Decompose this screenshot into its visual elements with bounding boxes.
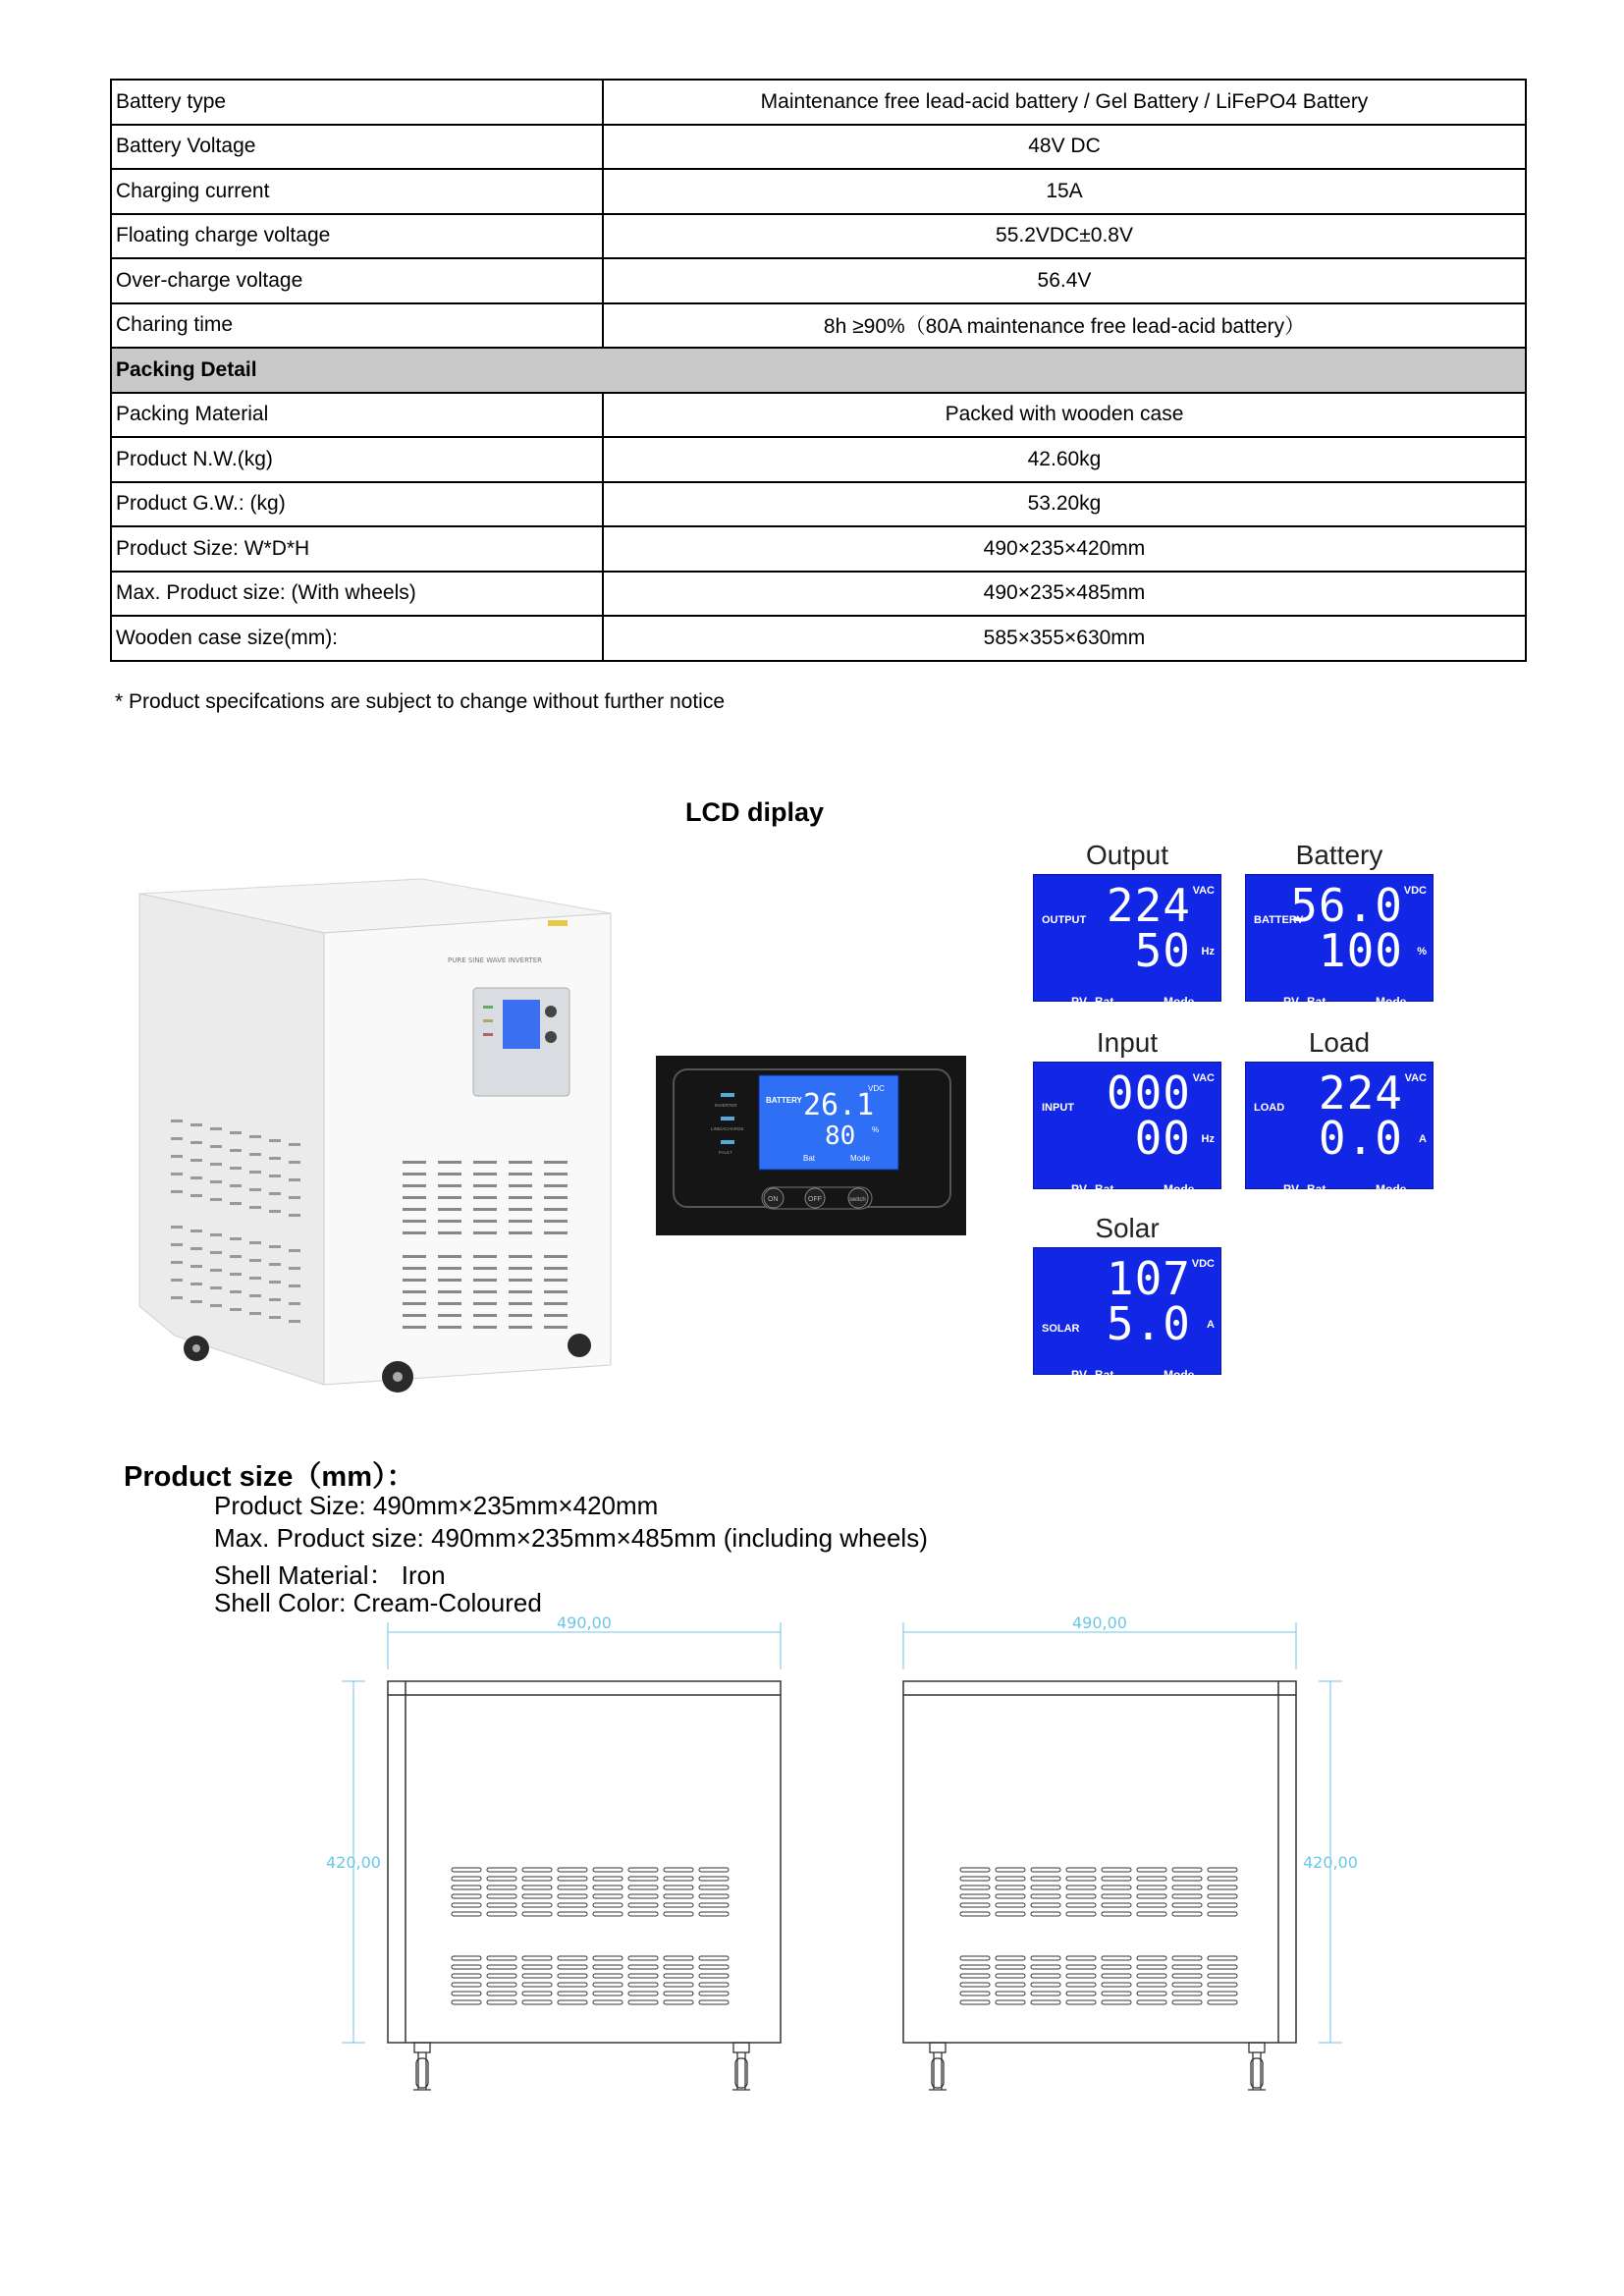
lcd-card-load: [1245, 1024, 1434, 1196]
rear-elevation-drawing: [884, 1611, 1375, 2121]
spec-row: [111, 169, 1526, 214]
lcd-footer-mode: Mode: [1376, 1182, 1407, 1196]
lcd-value-2: 100: [1318, 924, 1403, 977]
height-dimension-label: 420,00: [1303, 1853, 1358, 1872]
lcd-side-label: SOLAR: [1042, 1323, 1080, 1335]
lcd-screen: [1033, 874, 1221, 1009]
panel-button-switch: switch: [849, 1197, 866, 1203]
lcd-value-2: 00: [1134, 1112, 1191, 1165]
height-dimension-label: 420,00: [326, 1853, 381, 1872]
lcd-unit-1: VAC: [1192, 885, 1215, 897]
lcd-section-title: LCD diplay: [685, 797, 825, 827]
lcd-card-caption: Battery: [1295, 840, 1383, 870]
panel-button-off: OFF: [808, 1196, 822, 1203]
spec-row: [111, 526, 1526, 572]
spec-key: Floating charge voltage: [111, 214, 603, 259]
panel-led-label-fault: FAULT: [719, 1150, 732, 1155]
cabinet-label: PURE SINE WAVE INVERTER: [448, 957, 542, 964]
lcd-footer-mode: Mode: [1164, 1368, 1195, 1382]
lcd-card-caption: Load: [1308, 1027, 1371, 1058]
lcd-footer-pv: PV: [1071, 1182, 1088, 1196]
lcd-footer-pv: PV: [1283, 1182, 1300, 1196]
lcd-side-label: INPUT: [1042, 1102, 1074, 1114]
lcd-unit-2: A: [1419, 1133, 1427, 1145]
lcd-unit-2: Hz: [1201, 1133, 1215, 1145]
lcd-footer-bat: Bat: [1095, 1368, 1114, 1382]
spec-value: 53.20kg: [603, 482, 1526, 527]
packing-detail-header: Packing Detail: [111, 348, 1526, 393]
spec-key: Product Size: W*D*H: [111, 526, 603, 572]
spec-row: [111, 616, 1526, 661]
spec-row: [111, 572, 1526, 617]
packing-detail-header-row: [111, 348, 1526, 393]
lcd-screen: [1033, 1062, 1221, 1196]
spec-row: [111, 214, 1526, 259]
lcd-unit-2: %: [1417, 946, 1427, 957]
panel-value-1: 26.1: [803, 1088, 875, 1122]
lcd-value-1: 56.0: [1290, 879, 1403, 932]
spec-value: 56.4V: [603, 258, 1526, 303]
shell-color-line: Shell Color: Cream-Coloured: [214, 1588, 542, 1617]
product-size-title: Product size（mm）：: [124, 1461, 415, 1493]
spec-value: 490×235×485mm: [603, 572, 1526, 617]
spec-value: Maintenance free lead-acid battery / Gel Battery / LiFePO4 Battery: [603, 80, 1526, 125]
lcd-side-label: OUTPUT: [1042, 914, 1087, 926]
spec-row: [111, 303, 1526, 349]
panel-unit-1: VDC: [868, 1084, 885, 1093]
lcd-footer-mode: Mode: [1164, 995, 1195, 1009]
spec-note: * Product specifcations are subject to change without further notice: [115, 690, 726, 713]
lcd-footer-bat: Bat: [1095, 995, 1114, 1009]
spec-row: [111, 482, 1526, 527]
lcd-card-input: [1033, 1024, 1221, 1196]
lcd-footer-pv: PV: [1071, 995, 1088, 1009]
spec-row: [111, 258, 1526, 303]
lcd-value-2: 0.0: [1318, 1112, 1403, 1165]
product-size-line: Product Size: 490mm×235mm×420mm: [214, 1491, 659, 1520]
lcd-unit-1: VAC: [1404, 1072, 1427, 1084]
lcd-unit-1: VAC: [1192, 1072, 1215, 1084]
lcd-value-2: 5.0: [1106, 1297, 1191, 1350]
spec-value: 15A: [603, 169, 1526, 214]
width-dimension-label: 490,00: [557, 1613, 612, 1632]
lcd-footer-mode: Mode: [1164, 1182, 1195, 1196]
lcd-side-label: BATTERY: [1254, 914, 1304, 926]
lcd-card-caption: Output: [1085, 840, 1169, 870]
lcd-value-1: 107: [1106, 1252, 1191, 1305]
panel-button-on: ON: [768, 1196, 779, 1203]
lcd-card-caption: Solar: [1095, 1213, 1160, 1243]
lcd-footer-bat: Bat: [1307, 1182, 1326, 1196]
lcd-card-battery: [1245, 837, 1434, 1009]
lcd-footer-mode: Mode: [1376, 995, 1407, 1009]
spec-value: Packed with wooden case: [603, 393, 1526, 438]
panel-battery-label: BATTERY: [766, 1096, 802, 1105]
spec-key: Charging current: [111, 169, 603, 214]
panel-led-label-line: LINE/ACHARGE: [711, 1126, 744, 1131]
spec-key: Product G.W.: (kg): [111, 482, 603, 527]
spec-key: Battery type: [111, 80, 603, 125]
control-panel-image: [656, 1056, 966, 1235]
panel-led-label-inverter: INVERTER: [715, 1103, 737, 1108]
spec-value: 585×355×630mm: [603, 616, 1526, 661]
lcd-value-1: 000: [1106, 1066, 1191, 1120]
lcd-unit-1: VDC: [1403, 885, 1427, 897]
lcd-card-caption: Input: [1096, 1027, 1159, 1058]
lcd-value-1: 224: [1318, 1066, 1403, 1120]
spec-row: [111, 125, 1526, 170]
spec-key: Wooden case size(mm):: [111, 616, 603, 661]
spec-value: 42.60kg: [603, 437, 1526, 482]
lcd-value-2: 50: [1134, 924, 1191, 977]
front-elevation-drawing: [314, 1611, 805, 2121]
lcd-screen: [1245, 1062, 1434, 1196]
spec-table: [110, 79, 1527, 662]
lcd-unit-1: VDC: [1191, 1258, 1215, 1270]
panel-value-2: 80: [825, 1121, 856, 1151]
max-product-size-line: Max. Product size: 490mm×235mm×485mm (including wheels): [214, 1523, 928, 1553]
lcd-card-output: [1033, 837, 1221, 1009]
inverter-cabinet-image: [128, 874, 619, 1404]
spec-row: [111, 393, 1526, 438]
spec-value: 8h ≥90%（80A maintenance free lead-acid battery）: [603, 303, 1526, 349]
spec-key: Packing Material: [111, 393, 603, 438]
shell-material-line: Shell Material： Iron: [214, 1560, 446, 1590]
lcd-card-solar: [1033, 1210, 1221, 1382]
spec-key: Over-charge voltage: [111, 258, 603, 303]
panel-unit-2: %: [872, 1125, 880, 1134]
lcd-footer-bat: Bat: [1095, 1182, 1114, 1196]
lcd-unit-2: A: [1207, 1319, 1215, 1331]
spec-row: [111, 80, 1526, 125]
width-dimension-label: 490,00: [1072, 1613, 1127, 1632]
spec-value: 48V DC: [603, 125, 1526, 170]
spec-key: Product N.W.(kg): [111, 437, 603, 482]
spec-key: Battery Voltage: [111, 125, 603, 170]
panel-foot-mode: Mode: [850, 1154, 871, 1163]
spec-key: Charing time: [111, 303, 603, 349]
lcd-unit-2: Hz: [1201, 946, 1215, 957]
spec-value: 55.2VDC±0.8V: [603, 214, 1526, 259]
lcd-screen: [1033, 1247, 1221, 1382]
panel-foot-bat: Bat: [803, 1154, 816, 1163]
lcd-side-label: LOAD: [1254, 1102, 1285, 1114]
lcd-screen: [1245, 874, 1434, 1009]
lcd-footer-pv: PV: [1071, 1368, 1088, 1382]
lcd-footer-pv: PV: [1283, 995, 1300, 1009]
spec-key: Max. Product size: (With wheels): [111, 572, 603, 617]
lcd-value-1: 224: [1106, 879, 1191, 932]
spec-value: 490×235×420mm: [603, 526, 1526, 572]
lcd-footer-bat: Bat: [1307, 995, 1326, 1009]
spec-row: [111, 437, 1526, 482]
